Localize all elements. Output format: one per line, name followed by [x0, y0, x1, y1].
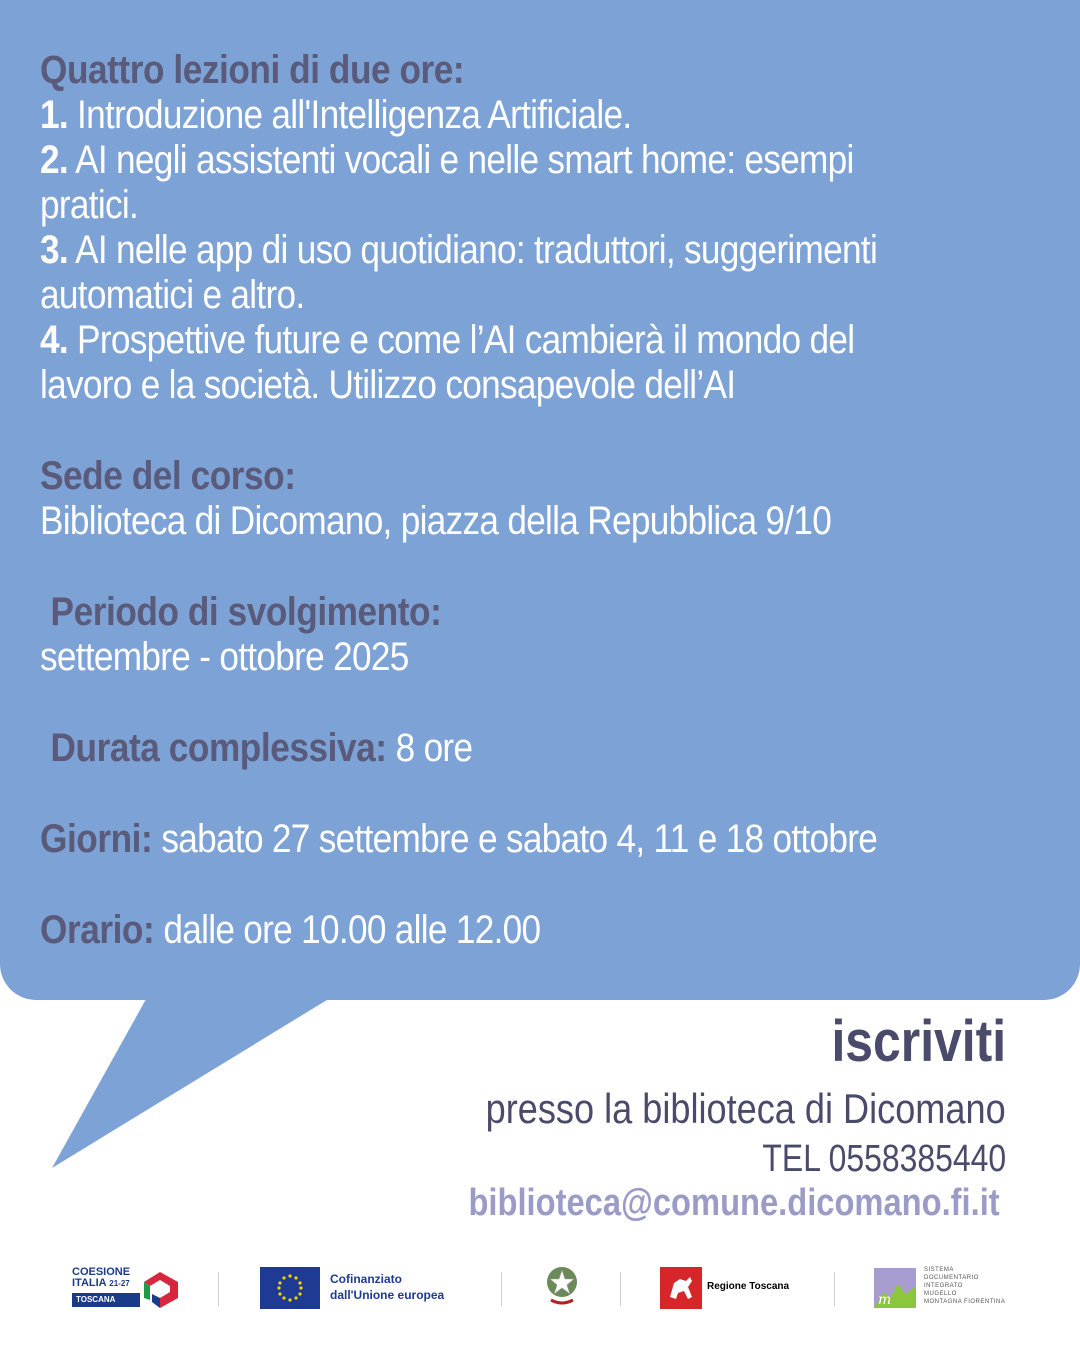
days-heading: Giorni: [40, 817, 153, 861]
coesione-italia-logo [72, 1262, 182, 1312]
lesson-number: 3. [40, 228, 68, 272]
regione-toscana-logo [660, 1262, 800, 1312]
lesson-text: AI nelle app di uso quotidiano: traduttori, suggerimenti [75, 228, 878, 272]
lesson-3 [40, 228, 929, 273]
regione-toscana-emblem-icon [660, 1267, 702, 1309]
sdimmf-text [924, 1266, 1005, 1306]
lesson-number: 2. [40, 138, 68, 182]
lessons-heading: Quattro lezioni di due ore: [40, 48, 465, 92]
sdimmf-line: MONTAGNA FIORENTINA [924, 1299, 1006, 1305]
days-row [40, 817, 929, 862]
regione-toscana-label: Regione Toscana [707, 1281, 790, 1292]
hours-row [40, 908, 929, 953]
lesson-2 [40, 138, 929, 183]
duration-value: 8 ore [395, 726, 473, 770]
coesione-italia: ITALIA [72, 1277, 107, 1289]
lesson-4 [40, 318, 929, 363]
lesson-number: 4. [40, 318, 68, 362]
svg-text:m: m [878, 1292, 892, 1308]
lesson-text: AI negli assistenti vocali e nelle smart home: esempi [75, 138, 854, 182]
lesson-text: Introduzione all'Intelligenza Artificiale. [77, 93, 632, 137]
sdimmf-line: SISTEMA [924, 1267, 954, 1273]
sdimmf-line: DOCUMENTARIO [924, 1275, 979, 1281]
eu-flag-icon [260, 1267, 320, 1309]
signup-title: iscriviti [831, 1009, 1006, 1074]
coesione-region: TOSCANA [72, 1293, 140, 1307]
signup-email-link[interactable]: biblioteca@comune.dicomano.fi.it [468, 1182, 1000, 1224]
eu-cofunded-logo [260, 1262, 480, 1312]
coesione-label: COESIONE [72, 1266, 131, 1278]
sdimmf-mountains-icon [874, 1268, 916, 1308]
days-value: sabato 27 settembre e sabato 4, 11 e 18 ottobre [161, 817, 878, 861]
period-heading: Periodo di svolgimento: [50, 590, 442, 634]
republic-emblem-icon [543, 1262, 581, 1306]
signup-place: presso la biblioteca di Dicomano [485, 1085, 1006, 1132]
lesson-number: 1. [40, 93, 68, 137]
hours-value: dalle ore 10.00 alle 12.00 [163, 908, 541, 952]
eu-label-line2: dall'Unione europea [330, 1288, 445, 1302]
venue-heading: Sede del corso: [40, 454, 296, 498]
lesson-2-cont: pratici. [40, 183, 139, 227]
lesson-4-cont: lavoro e la società. Utilizzo consapevole dell’AI [40, 363, 736, 407]
coesione-arrows-icon [140, 1268, 182, 1308]
eu-label-line1: Cofinanziato [330, 1272, 402, 1286]
lesson-text: Prospettive future e come l’AI cambierà il mondo del [77, 318, 855, 362]
signup-phone[interactable]: TEL 0558385440 [762, 1138, 1006, 1180]
sdimmf-line: MUGELLO [924, 1291, 957, 1297]
partner-logos [0, 1262, 1080, 1322]
italian-republic-emblem [543, 1262, 581, 1312]
lesson-3-cont: automatici e altro. [40, 273, 305, 317]
course-details [40, 48, 1050, 953]
venue-value: Biblioteca di Dicomano, piazza della Repubblica 9/10 [40, 499, 832, 543]
duration-heading: Durata complessiva: [50, 726, 387, 770]
lesson-1 [40, 93, 929, 138]
sdimmf-logo [874, 1262, 1014, 1312]
period-value: settembre - ottobre 2025 [40, 635, 409, 679]
coesione-years: 21-27 [109, 1279, 130, 1288]
duration-row [40, 726, 929, 771]
hours-heading: Orario: [40, 908, 155, 952]
sdimmf-line: INTEGRATO [924, 1283, 963, 1289]
